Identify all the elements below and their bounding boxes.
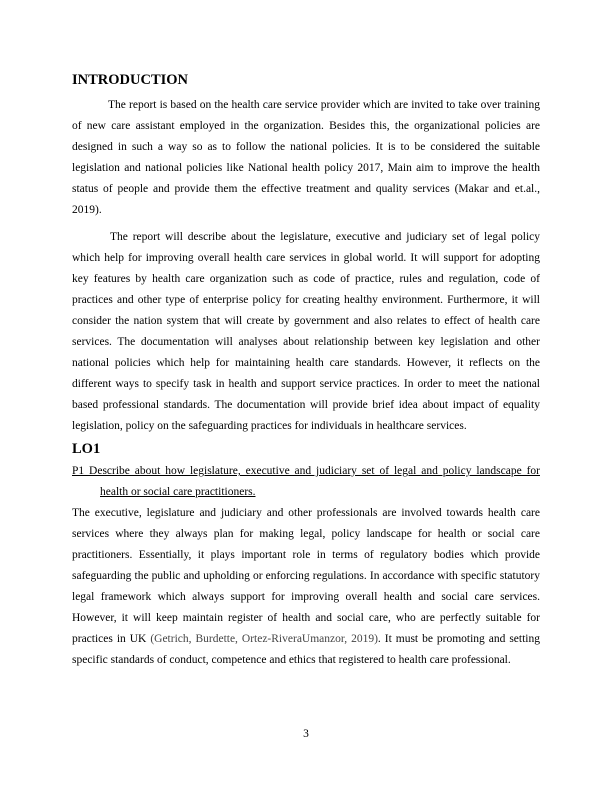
lo1-paragraph-1-text-b: . It must be promoting and setting specific standards of conduct, competence and ethics that registered to health care professional. [72,633,540,666]
intro-paragraph-2: The report will describe about the legislature, executive and judiciary set of legal policy which help for improving overall health care services in global world. It will support for adopting key features by health care organization such as code of practice, rules and regulation, code of practices and other type of enterprise policy for creating healthy environment. Furthermore, it will consider the nation system that will create by government and also relates to effect of health care services. The documentation will analyses about relationship between key legislation and other national policies which help for maintaining health care standards. However, it reflects on the different ways to specify task in health and support service practices. In order to meet the national based professional standards. The documentation will provide brief idea about impact of equality legislation, policy on the safeguarding practices for individuals in healthcare services. [72,231,540,432]
citation: (Getrich, Burdette, Ortez-RiveraUmanzor, 2019) [150,633,378,645]
p1-subheading: P1 Describe about how legislature, executive and judiciary set of legal and policy landscape for health or social care practitioners. [72,465,540,498]
lo1-paragraph-1-text-a: The executive, legislature and judiciary and other professionals are involved towards health care services where they always plan for making legal, policy landscape for health or social care practitioners. Essentially, it plays important role in terms of regulatory bodies which provide safeguarding the public and upholding or enforcing regulations. In accordance with specific statutory legal framework which always support for improving overall health and social care services. However, it will keep maintain register of health and social care, who are perfectly suitable for practices in UK [72,507,540,645]
intro-paragraph-1: The report is based on the health care service provider which are invited to take over training of new care assistant employed in the organization. Besides this, the organizational policies are designed in such a way so as to follow the national policies. It is to be considered the suitable legislation and national policies like National health policy 2017, Main aim to improve the health status of people and provide them the effective treatment and quality services (Makar and et.al., 2019). [72,99,540,216]
lo1-paragraph-1 [72,503,540,671]
introduction-heading: INTRODUCTION [72,72,189,88]
document-page [72,70,540,671]
page-number: 3 [303,728,309,740]
lo1-heading: LO1 [72,441,101,457]
